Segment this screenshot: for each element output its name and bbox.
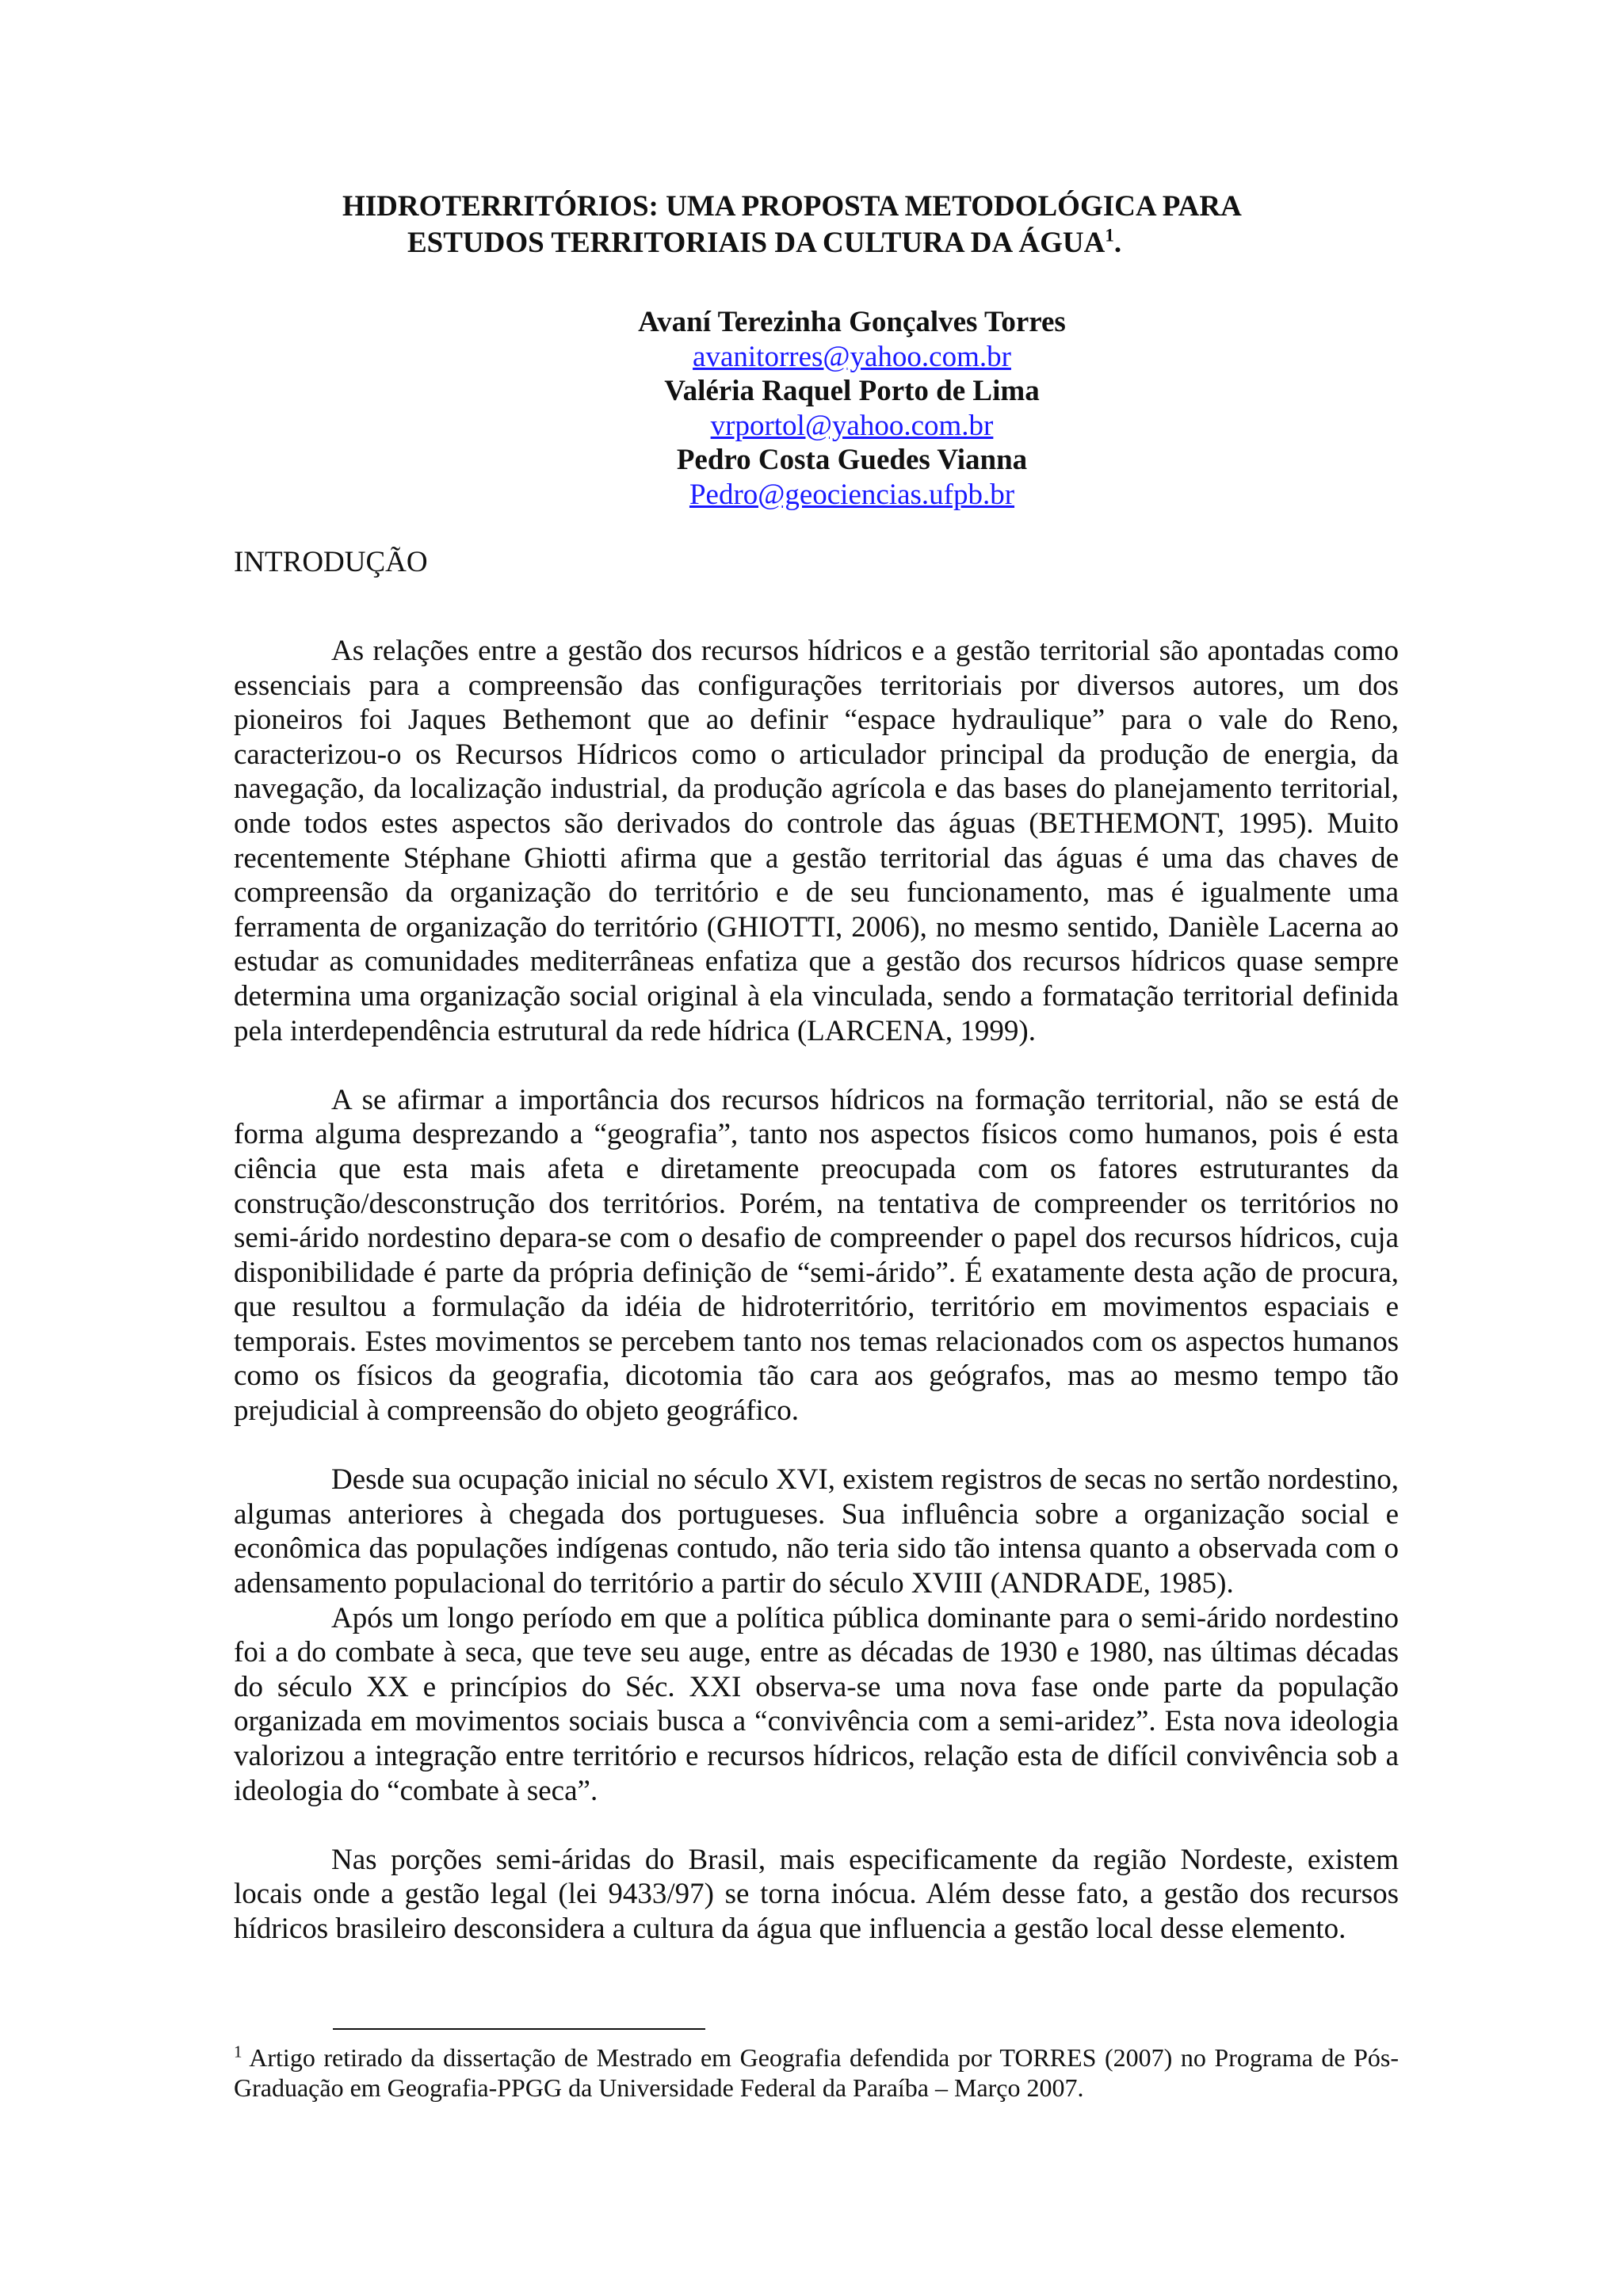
author-block [428, 305, 1276, 512]
footnote [234, 2042, 1399, 2103]
paper-title [333, 189, 1379, 261]
author-name-3: Pedro Costa Guedes Vianna [676, 444, 1028, 476]
author-email-3[interactable]: Pedro@geociencias.ufpb.br [689, 478, 1015, 511]
footnote-text: Artigo retirado da dissertação de Mestrado em Geografia defendida por TORRES (2007) no Programa de Pós-Graduação em Geografia-PPGG da Universidade Federal da Paraíba – Março 2007. [234, 2043, 1399, 2102]
author-name-1: Avaní Terezinha Gonçalves Torres [638, 306, 1066, 338]
paragraph-2: A se afirmar a importância dos recursos hídricos na formação territorial, não se está de forma alguma desprezando a “geografia”, tanto nos aspectos físicos como humanos, pois é esta ciência que esta mais afeta e diretamente preocupada com os fatores estruturantes da construção/desconstrução dos territórios. Porém, na tentativa de compreender os territórios no semi-árido nordestino depara-se com o desafio de compreender o papel dos recursos hídricos, cuja disponibilidade é parte da própria definição de “semi-árido”. É exatamente desta ação de procura, que resultou a formulação da idéia de hidroterritório, território em movimentos espaciais e temporais. Estes movimentos se percebem tanto nos temas relacionados com os aspectos humanos como os físicos da geografia, dicotomia tão cara aos geógrafos, mas ao mesmo tempo tão prejudicial à compreensão do objeto geográfico. [234, 1083, 1399, 1428]
footnote-divider [333, 2028, 705, 2030]
section-heading-introduction: INTRODUÇÃO [234, 546, 428, 578]
author-name-2: Valéria Raquel Porto de Lima [664, 375, 1040, 407]
paragraph-3: Desde sua ocupação inicial no século XVI, existem registros de secas no sertão nordestino, algumas anteriores à chegada dos portugueses. Sua influência sobre a organização social e econômica das populações indígenas contudo, não teria sido tão intensa quanto a observada com o adensamento populacional do território a partir do século XVIII (ANDRADE, 1985). [234, 1463, 1400, 1600]
paragraph-1: As relações entre a gestão dos recursos hídricos e a gestão territorial são apontadas como essenciais para a compreensão das configurações territoriais por diversos autores, um dos pioneiros foi Jaques Bethemont que ao definir “espace hydraulique” para o vale do Reno, caracterizou-o os Recursos Hídricos como o articulador principal da produção de energia, da navegação, da localização industrial, da produção agrícola e das bases do planejamento territorial, onde todos estes aspectos são derivados do controle das águas (BETHEMONT, 1995). Muito recentemente Stéphane Ghiotti afirma que a gestão territorial das águas é uma das chaves de compreensão da organização do território e de seu funcionamento, mas é igualmente uma ferramenta de organização do território (GHIOTTI, 2006), no mesmo sentido, Danièle Lacerna ao estudar as comunidades mediterrâneas enfatiza que a gestão dos recursos hídricos quase sempre determina uma organização social original à ela vinculada, sendo a formatação territorial definida pela interdependência estrutural da rede hídrica (LARCENA, 1999). [234, 635, 1399, 1047]
title-line-1: HIDROTERRITÓRIOS: UMA PROPOSTA METODOLÓGICA PARA [342, 190, 1242, 223]
footnote-marker: 1 [234, 2042, 242, 2061]
paragraph-4: Após um longo período em que a política pública dominante para o semi-árido nordestino foi a do combate à seca, que teve seu auge, entre as décadas de 1930 e 1980, nas últimas décadas do século XX e princípios do Séc. XXI observa-se uma nova fase onde parte da população organizada em movimentos sociais busca a “convivência com a semi-aridez”. Esta nova ideologia valorizou a integração entre território e recursos hídricos, relação esta de difícil convivência sob a ideologia do “combate à seca”. [234, 1601, 1399, 1807]
title-footnote-marker[interactable]: 1 [1105, 225, 1114, 246]
title-line-2 [333, 225, 1379, 261]
author-email-1[interactable]: avanitorres@yahoo.com.br [693, 340, 1011, 373]
title-line-2-text: ESTUDOS TERRITORIAIS DA CULTURA DA ÁGUA [407, 227, 1106, 259]
body-text [234, 634, 1399, 1947]
paragraph-5: Nas porções semi-áridas do Brasil, mais especificamente da região Nordeste, existem locais onde a gestão legal (lei 9433/97) se torna inócua. Além desse fato, a gestão dos recursos hídricos brasileiro desconsidera a cultura da água que influencia a gestão local desse elemento. [234, 1843, 1399, 1945]
author-email-2[interactable]: vrportol@yahoo.com.br [710, 409, 994, 442]
title-trailing-period: . [1113, 227, 1122, 259]
